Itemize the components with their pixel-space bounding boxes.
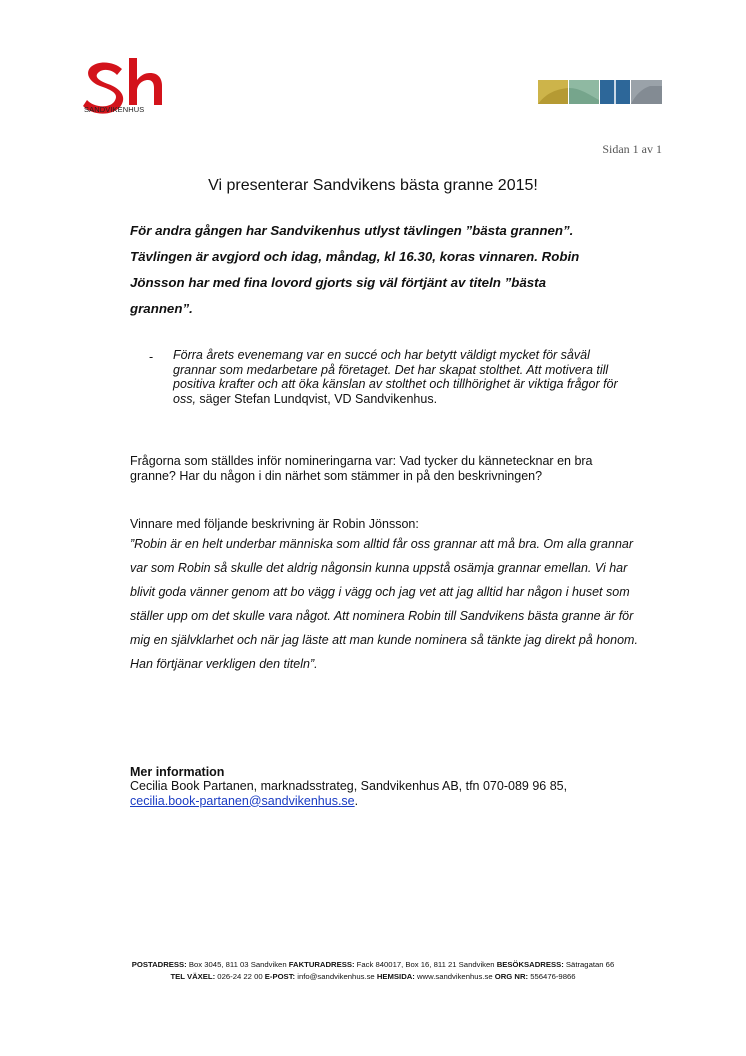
page-title: Vi presenterar Sandvikens bästa granne 2015! bbox=[208, 177, 538, 194]
color-squares-emblem bbox=[538, 80, 662, 104]
quote-text: Förra årets evenemang var en succé och har betytt väldigt mycket för såväl grannar som medarbetare på företaget. Det har skapat stolthet. Att motivera till positiva krafter och att öka känslan av stolthet och tillhörighet är viktiga frågor för oss, bbox=[173, 348, 618, 406]
more-info-heading: Mer information bbox=[130, 765, 225, 779]
footer-post-label: POSTADRESS: bbox=[131, 960, 187, 969]
contact-email-link[interactable]: cecilia.book-partanen@sandvikenhus.se bbox=[130, 793, 355, 808]
contact-line: Cecilia Book Partanen, marknadsstrateg, Sandvikenhus AB, tfn 070-089 96 85, bbox=[130, 779, 568, 793]
lead-paragraph: För andra gången har Sandvikenhus utlyst tävlingen ”bästa grannen”. Tävlingen är avgjord och idag, måndag, kl 16.30, koras vinnaren. Robin Jönsson har med fina lovord gjorts sig väl förtjänt av titeln ”bästa grannen”. bbox=[130, 223, 580, 316]
footer-besok-label: BESÖKSADRESS: bbox=[496, 960, 564, 969]
footer-post-value: Box 3045, 811 03 Sandviken bbox=[186, 960, 289, 969]
questions-paragraph: Frågorna som ställdes inför nomineringarna var: Vad tycker du kännetecknar en bra granne? Har du någon i din närhet som stämmer in på den beskrivningen? bbox=[130, 454, 593, 483]
email-trailing: . bbox=[354, 793, 359, 808]
winner-intro: Vinnare med följande beskrivning är Robin Jönsson: bbox=[130, 517, 419, 531]
page-number: Sidan 1 av 1 bbox=[602, 142, 662, 156]
footer-tel-value: 026-24 22 00 bbox=[215, 972, 265, 981]
winner-description: ”Robin är en helt underbar människa som alltid får oss grannar att må bra. Om alla grannar var som Robin så skulle det aldrig någonsin kunna uppstå osämja grannar emellan. Vi har blivit goda vänner genom att bo vägg i vägg och jag vet att jag alltid har någon i huset som ställer upp om det skulle vara något. Att nominera Robin till Sandvikens bästa granne är för mig en självklarhet och när jag läste att man kunde nominera så tänkte jag direkt på honom. Han förtjänar verkligen den titeln”. bbox=[130, 537, 638, 671]
more-info-body bbox=[130, 779, 630, 808]
footer-hemsida-value: www.sandvikenhus.se bbox=[414, 972, 495, 981]
quote-block bbox=[173, 348, 633, 406]
quote-attribution: säger Stefan Lundqvist, VD Sandvikenhus. bbox=[195, 391, 438, 406]
footer-faktura-value: Fack 840017, Box 16, 811 21 Sandviken bbox=[354, 960, 497, 969]
brand-name: SANDVIKENHUS bbox=[84, 105, 145, 114]
footer-epost-label: E-POST: bbox=[264, 972, 296, 981]
footer-hemsida-label: HEMSIDA: bbox=[376, 972, 415, 981]
quote-bullet: - bbox=[149, 350, 154, 364]
footer-org-value: 556476-9866 bbox=[528, 972, 576, 981]
footer-epost-value: info@sandvikenhus.se bbox=[295, 972, 377, 981]
footer-tel-label: TEL VÄXEL: bbox=[170, 972, 216, 981]
footer-org-label: ORG NR: bbox=[494, 972, 529, 981]
footer-address-line bbox=[0, 960, 746, 969]
footer-besok-value: Sätragatan 66 bbox=[563, 960, 615, 969]
footer-contact-line bbox=[0, 972, 746, 981]
footer-faktura-label: FAKTURADRESS: bbox=[288, 960, 355, 969]
